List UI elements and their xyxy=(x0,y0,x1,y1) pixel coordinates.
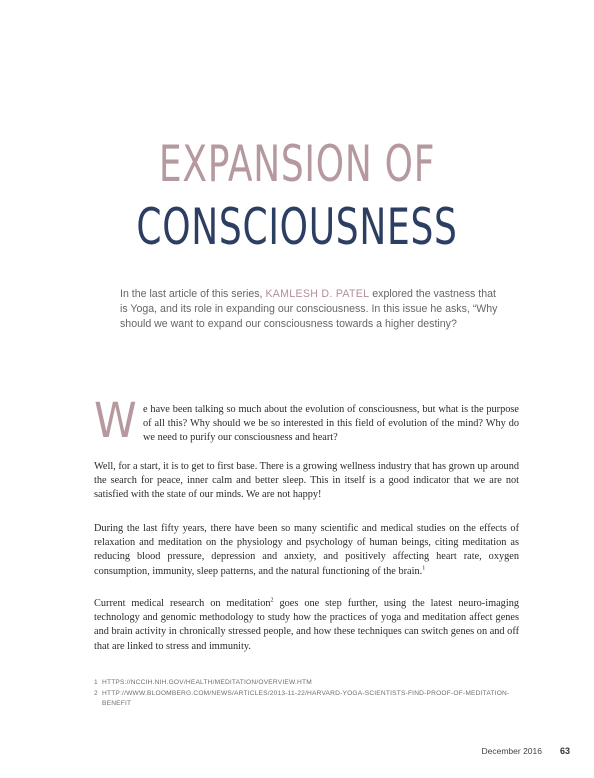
body-paragraph-3-text: During the last fifty years, there have been so many scientific and medical studies on the effects of relaxation and meditation on the physiology and psychology of human beings, citing meditation as reducing blood pressure, depression and anxiety, and positively affecting heart rate, oxygen consumption, immunity, sleep patterns, and the natural functioning of the brain. xyxy=(94,523,519,577)
body-paragraph-4-text-a: Current medical research on meditation xyxy=(94,598,271,609)
title-line-2: CONSCIOUSNESS xyxy=(136,198,458,256)
drop-cap: W xyxy=(94,393,137,449)
footnote-ref-1: 1 xyxy=(422,565,426,572)
footnote-number: 1 xyxy=(94,679,98,686)
footnote-item xyxy=(94,689,519,710)
intro-text-before: In the last article of this series, xyxy=(120,288,266,300)
body-paragraph-4-text-b: goes one step further, using the latest neuro-imaging technology and genomic methodology to study how the practices of yoga and meditation affect genes and brain activity in chronically stressed people, and how these techniques can switch genes on and off that are linked to stress and immunity. xyxy=(94,598,519,652)
body-paragraph-1: e have been talking so much about the evolution of consciousness, but what is the purpose of all this? Why should we be so interested in this field of evolution of the mind? Why do we need to purify our consciousness and heart? xyxy=(143,404,519,444)
intro-text-after: explored the vastness that is Yoga, and its role in expanding our consciousness. In this issue he asks, “Why should we want to expand our consciousness towards a higher destiny? xyxy=(120,288,498,330)
body-paragraph-2: Well, for a start, it is to get to first base. There is a growing wellness industry that has grown up around the search for peace, inner calm and better sleep. This in itself is a good indicator that we are not satisfied with the state of our minds. We are not happy! xyxy=(94,461,519,501)
footnotes xyxy=(94,678,519,710)
page-number: 63 xyxy=(559,746,570,756)
author-name: KAMLESH D. PATEL xyxy=(265,288,370,300)
page-footer xyxy=(482,746,571,756)
footnote-link[interactable]: HTTPS://NCCIH.NIH.GOV/HEALTH/MEDITATION/OVERVIEW.HTM xyxy=(102,679,312,686)
intro-paragraph xyxy=(120,287,500,332)
footnote-ref-2: 2 xyxy=(270,597,274,604)
body-paragraph-3 xyxy=(94,522,519,579)
footnote-item xyxy=(94,678,519,689)
issue-date: December 2016 xyxy=(481,746,542,756)
body-paragraph-4 xyxy=(94,597,519,654)
title-line-1: EXPANSION OF xyxy=(158,135,436,193)
footnote-link[interactable]: HTTP://WWW.BLOOMBERG.COM/NEWS/ARTICLES/2013-11-22/HARVARD-YOGA-SCIENTISTS-FIND-PROOF-OF-MEDITATION-BENEFIT xyxy=(102,689,510,707)
footnote-number: 2 xyxy=(94,689,98,697)
